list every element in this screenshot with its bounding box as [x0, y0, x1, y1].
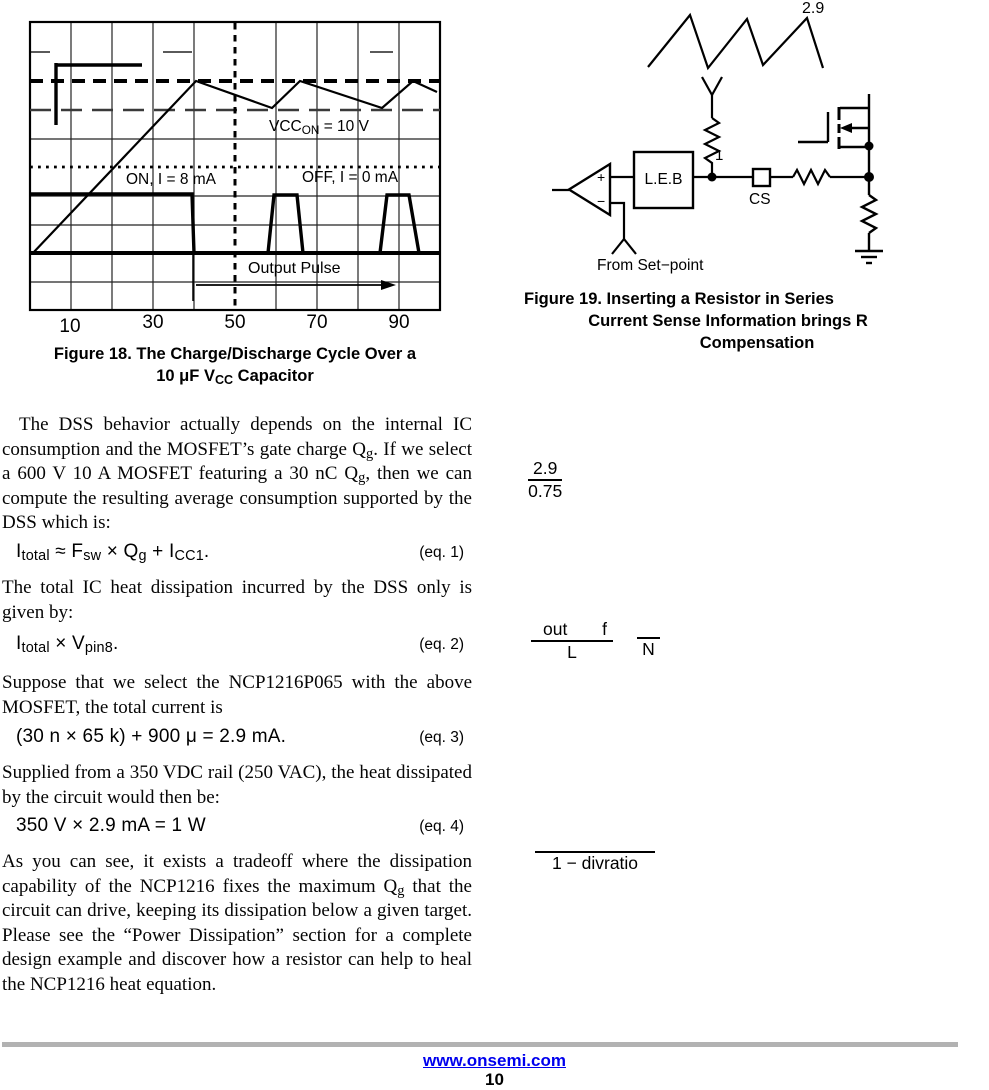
overline-divratio-fragment	[535, 851, 655, 874]
equation-1-tag: (eq. 1)	[419, 544, 464, 561]
fraction-out-f-over-L	[531, 619, 613, 663]
fraction-numerator: 2.9	[528, 458, 562, 481]
ramp-peak-value-label: 2.9	[802, 0, 825, 17]
figure19-caption-line3: Compensation	[699, 334, 815, 352]
cs-pin-label: CS	[749, 191, 771, 208]
overline-text: 1 − divratio	[535, 851, 655, 874]
figure18-caption-line2: 10 μF $V_{CC}$ Capacitor	[156, 367, 314, 387]
equation-3-tag: (eq. 3)	[419, 729, 464, 746]
from-setpoint-label: From Set−point	[597, 257, 704, 274]
equation-4-tag: (eq. 4)	[419, 818, 464, 835]
divider-node-label: 1	[715, 147, 724, 164]
chart-label-on-state: ON, I = 8 mA	[126, 171, 217, 188]
mosfet-arrow-icon	[840, 123, 852, 133]
fraction-numerator-left: out	[543, 619, 568, 639]
overline-text: N	[637, 637, 660, 660]
x-tick-30: 30	[142, 312, 164, 333]
x-tick-70: 70	[306, 312, 328, 333]
paragraph-tradeoff: As you can see, it exists a tradeoff where the dissipation capability of the NCP1216 fixes the maximum $Q_g$ that the circuit can drive, keeping its dissipation below a given target. Please see the “Power Dissipation” section for a complete design example and discover how a resistor can help to heal the NCP1216 heat equation.	[2, 851, 472, 995]
fraction-2-9-over-0-75	[528, 458, 562, 502]
x-tick-10: 10	[59, 316, 81, 337]
paragraph-heat-dissipation: The total IC heat dissipation incurred by the DSS only is given by:	[2, 577, 472, 623]
chart-label-vcc-on: $VCC_{ON} = 10$ V	[269, 118, 369, 137]
equation-2-expression: $I_{total} \times V_{pin8}$.	[16, 633, 119, 657]
figure18-caption-line1: Figure 18. The Charge/Discharge Cycle Over a	[53, 345, 417, 363]
equation-3	[2, 726, 464, 748]
figure19-schematic-svg	[540, 0, 989, 290]
paragraph-ncp1216p065: Suppose that we select the NCP1216P065 with the above MOSFET, the total current is	[2, 672, 472, 718]
paragraph-vdc-rail: Supplied from a 350 VDC rail (250 VAC), the heat dissipated by the circuit would then be:	[2, 762, 472, 808]
equation-1-expression: $I_{total} \approx F_{sw} \times Q_g + I_{CC1}$.	[16, 541, 210, 565]
leb-block-label: L.E.B	[644, 171, 683, 188]
x-tick-50: 50	[224, 312, 246, 333]
figure19-caption-line1: Figure 19. Inserting a Resistor in Series	[524, 290, 834, 308]
comparator-plus-label: +	[597, 169, 606, 185]
equation-1	[2, 541, 464, 563]
equation-4-expression: 350 V × 2.9 mA = 1 W	[16, 815, 206, 836]
x-tick-90: 90	[388, 312, 410, 333]
junction-dot	[708, 173, 717, 182]
equation-4	[2, 815, 464, 837]
equation-2-tag: (eq. 2)	[419, 636, 464, 653]
chart-label-off-state: OFF, I = 0 mA	[302, 169, 399, 186]
equation-2	[2, 633, 464, 655]
onsemi-website-link[interactable]: www.onsemi.com	[423, 1051, 566, 1070]
source-resistor-and-ground	[855, 177, 883, 263]
comparator-minus-label: −	[597, 193, 606, 209]
figure19-caption-line2: Current Sense Information brings R	[588, 312, 868, 330]
cs-box	[753, 169, 770, 186]
footer-link-row	[0, 1051, 989, 1071]
equation-3-expression: (30 n × 65 k) + 900 μ = 2.9 mA.	[16, 726, 287, 747]
sense-resistor	[793, 170, 830, 184]
comparator-symbol	[552, 164, 636, 254]
sawtooth-waveform	[648, 15, 823, 68]
mosfet-symbol	[798, 94, 869, 177]
page-number: 10	[485, 1070, 504, 1089]
sense-wires	[693, 170, 869, 184]
source-dot	[865, 142, 874, 151]
fraction-denominator: L	[567, 642, 577, 662]
source-resistor	[862, 195, 876, 233]
fraction-denominator: 0.75	[528, 481, 563, 501]
fraction-numerator-right: f	[602, 619, 607, 639]
footer-divider	[2, 1042, 958, 1047]
chart-label-output-pulse: Output Pulse	[248, 260, 341, 277]
paragraph-dss-behavior: The DSS behavior actually depends on the internal IC consumption and the MOSFET’s gate charge $Q_g$. If we select a 600 V 10 A MOSFET featuring a 30 nC $Q_g$, then we can compute the resulting average consumption supported by the DSS which is:	[2, 414, 473, 534]
figure-19	[0, 0, 989, 360]
overline-N-fragment	[637, 637, 660, 660]
minus-input-wire	[610, 203, 624, 239]
